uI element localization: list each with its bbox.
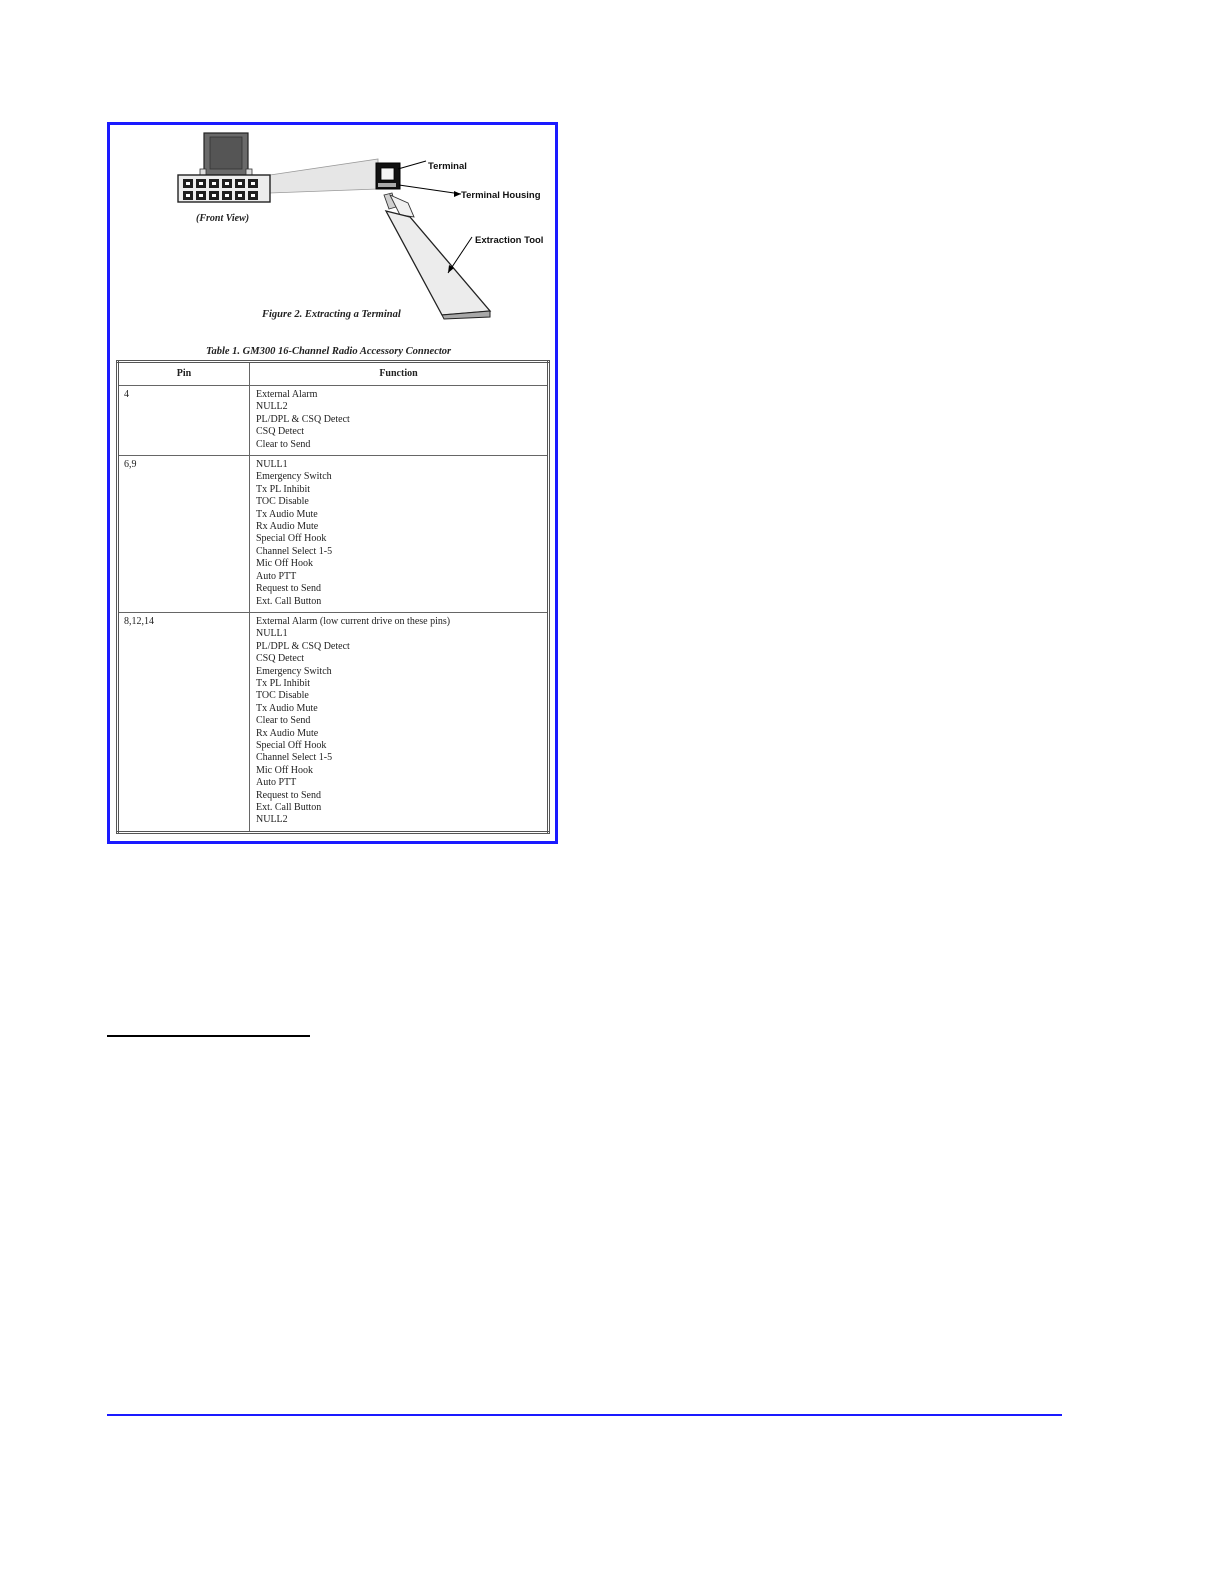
function-item: Special Off Hook [256,739,327,751]
function-item: Emergency Switch [256,471,332,483]
figure-caption: Figure 2. Extracting a Terminal [262,309,401,320]
function-cell [250,456,549,613]
function-item: NULL2 [256,814,288,826]
table-header-row [118,362,549,386]
pin-cell: 8,12,14 [118,612,250,832]
function-item: Tx Audio Mute [256,702,318,714]
extraction-tool [386,211,490,315]
function-item: Ext. Call Button [256,595,322,607]
zoom-beam [270,159,378,193]
function-item: Channel Select 1-5 [256,545,333,557]
function-item: Mic Off Hook [256,764,314,776]
pin-cell: 6,9 [118,456,250,613]
terminal-zoom [381,168,394,180]
function-item: Tx PL Inhibit [256,677,311,689]
function-item: External Alarm (low current drive on these pins) [256,615,451,627]
function-item: External Alarm [256,389,318,400]
function-item: Tx Audio Mute [256,508,318,520]
function-item: Ext. Call Button [256,802,322,813]
function-item: NULL1 [256,628,288,640]
function-item: NULL2 [256,401,288,413]
function-column-header: Function [250,362,549,386]
function-item: Special Off Hook [256,533,327,545]
function-cell [250,612,549,832]
table-row [118,386,549,456]
extraction-tool-label: Extraction Tool [475,235,544,246]
function-item: Tx PL Inhibit [256,483,311,495]
function-item: PL/DPL & CSQ Detect [256,640,350,652]
function-item: Request to Send [256,789,321,801]
table-caption: Table 1. GM300 16-Channel Radio Accessory Connector [206,346,452,357]
function-item: Rx Audio Mute [256,521,319,533]
function-item: Emergency Switch [256,665,332,677]
function-item: Auto PTT [256,777,297,789]
table-row [118,456,549,613]
function-item: Auto PTT [256,570,297,582]
function-item: Clear to Send [256,715,311,727]
pin-column-header: Pin [118,362,250,386]
function-item: Rx Audio Mute [256,727,319,739]
function-item: CSQ Detect [256,653,305,665]
function-item: TOC Disable [256,690,309,702]
footer-rule [107,1414,1062,1416]
function-item: PL/DPL & CSQ Detect [256,413,350,425]
function-item: TOC Disable [256,496,309,508]
pin-function-table [116,360,550,834]
table-row [118,612,549,832]
terminal-label: Terminal [428,161,467,172]
function-item: Mic Off Hook [256,558,314,570]
function-cell [250,386,549,456]
front-view-label: (Front View) [196,213,250,224]
figure-frame [107,122,558,844]
footnote-separator [107,1035,310,1037]
function-item: Request to Send [256,583,321,595]
function-item: Channel Select 1-5 [256,752,333,764]
function-item: NULL1 [256,459,288,471]
pin-cell: 4 [118,386,250,456]
function-item: CSQ Detect [256,426,305,438]
terminal-housing-label: Terminal Housing [461,190,541,201]
function-item: Clear to Send [256,438,311,450]
